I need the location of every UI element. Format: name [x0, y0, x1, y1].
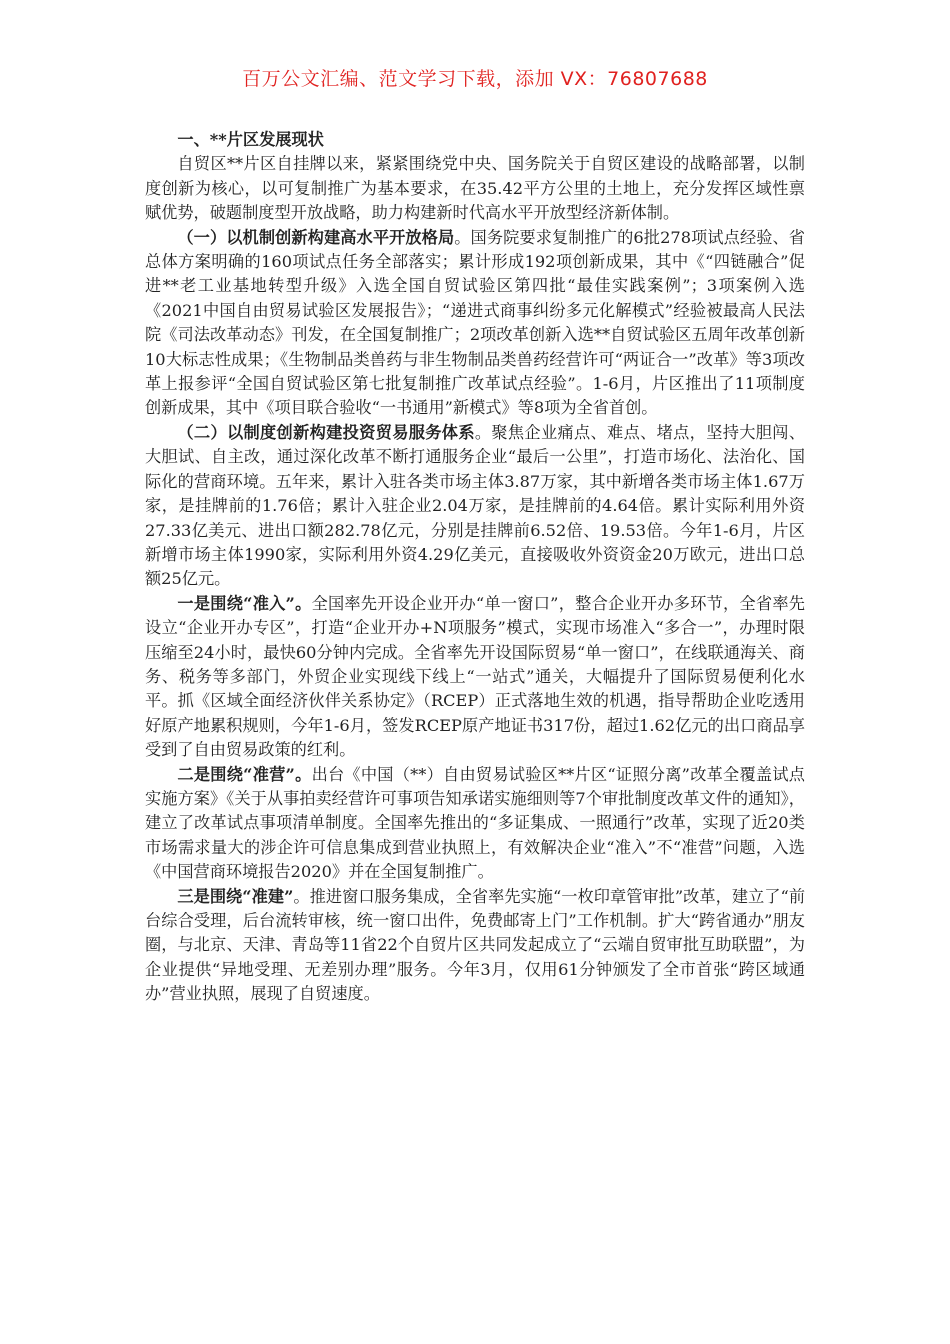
paragraph-lead: （一）以机制创新构建高水平开放格局	[177, 227, 455, 247]
document-body	[145, 128, 805, 1007]
paragraph-lead: （二）以制度创新构建投资贸易服务体系	[177, 422, 475, 442]
paragraph-construction-approval	[145, 885, 805, 1007]
intro-paragraph: 自贸区**片区自挂牌以来，紧紧围绕党中央、国务院关于自贸区建设的战略部署，以制度创新为核心，以可复制推广为基本要求，在35.42平方公里的土地上，充分发挥区域性禀赋优势，破题制度型开放战略，助力构建新时代高水平开放型经济新体制。	[145, 154, 805, 223]
promo-banner: 百万公文汇编、范文学习下载，添加 VX：76807688	[242, 68, 708, 90]
paragraph-business-operation	[145, 763, 805, 885]
paragraph-lead: 二是围绕“准营”。	[177, 764, 312, 784]
paragraph-mechanism-innovation	[145, 226, 805, 421]
section-title: 一、**片区发展现状	[177, 130, 324, 149]
paragraph-text: 。国务院要求复制推广的6批278项试点经验、省总体方案明确的160项试点任务全部落实；累计形成192项创新成果，其中《“四链融合”促进**老工业基地转型升级》入选全国自贸试验区第四批“最佳实践案例”；3项案例入选《2021中国自由贸易试验区发展报告》；“递进式商事纠纷多元化解模式”经验被最高人民法院《司法改革动态》刊发，在全国复制推广；2项改革创新入选**自贸试验区五周年改革创新10大标志性成果；《生物制品类兽药与非生物制品类兽药经营许可“两证合一”改革》等3项改革上报参评“全国自贸试验区第七批复制推广改革试点经验”。1-6月，片区推出了11项制度创新成果，其中《项目联合验收“一书通用”新模式》等8项为全省首创。	[145, 227, 805, 418]
paragraph-institution-innovation	[145, 421, 805, 592]
paragraph-text: 。聚焦企业痛点、难点、堵点，坚持大胆闯、大胆试、自主改，通过深化改革不断打通服务企业“最后一公里”，打造市场化、法治化、国际化的营商环境。五年来，累计入驻各类市场主体3.87万家，其中新增各类市场主体1.67万家，是挂牌前的1.76倍；累计入驻企业2.04万家，是挂牌前的4.64倍。累计实际利用外资27.33亿美元、进出口额282.78亿元，分别是挂牌前6.52倍、19.53倍。今年1-6月，片区新增市场主体1990家，实际利用外资4.29亿美元，直接吸收外资资金20万欧元，进出口总额25亿元。	[145, 422, 806, 589]
paragraph-text: 全国率先开设企业开办“单一窗口”，整合企业开办多环节，全省率先设立“企业开办专区”，打造“企业开办+N项服务”模式，实现市场准入“多合一”，办理时限压缩至24小时，最快60分钟内完成。全省率先开设国际贸易“单一窗口”，在线联通海关、商务、税务等多部门，外贸企业实现线下线上“一站式”通关，大幅提升了国际贸易便利化水平。抓《区域全面经济伙伴关系协定》（RCEP）正式落地生效的机遇，指导帮助企业吃透用好原产地累积规则，今年1-6月，签发RCEP原产地证书317份，超过1.62亿元的出口商品享受到了自由贸易政策的红利。	[145, 593, 805, 760]
paragraph-text: 出台《中国（**）自由贸易试验区**片区“证照分离”改革全覆盖试点实施方案》《关于从事拍卖经营许可事项告知承诺实施细则等7个审批制度改革文件的通知》，建立了改革试点事项清单制度。全国率先推出的“多证集成、一照通行”改革，实现了近20类市场需求量大的涉企许可信息集成到营业执照上，有效解决企业“准入”不“准营”问题，入选《中国营商环境报告2020》并在全国复制推广。	[145, 764, 805, 882]
paragraph-lead: 三是围绕“准建”	[177, 886, 294, 906]
paragraph-text: 。推进窗口服务集成，全省率先实施“一枚印章管审批”改革，建立了“前台综合受理，后台流转审核，统一窗口出件，免费邮寄上门”工作机制。扩大“跨省通办”朋友圈，与北京、天津、青岛等11省22个自贸片区共同发起成立了“云端自贸审批互助联盟”，为企业提供“异地受理、无差别办理”服务。今年3月，仅用61分钟颁发了全市首张“跨区域通办”营业执照，展现了自贸速度。	[145, 886, 806, 1004]
paragraph-lead: 一是围绕“准入”。	[177, 593, 312, 613]
paragraph-market-access	[145, 592, 805, 763]
